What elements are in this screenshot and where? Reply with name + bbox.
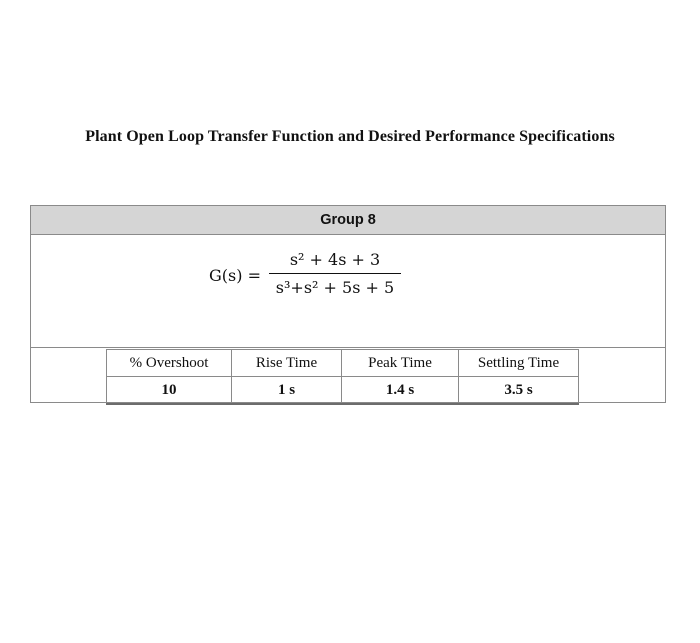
transfer-function-denominator: s³+s² + 5s + 5 — [275, 278, 395, 297]
specs-header-row — [107, 350, 579, 377]
group-header: Group 8 — [31, 206, 665, 235]
transfer-function-numerator: s² + 4s + 3 — [289, 250, 381, 269]
document-title: Plant Open Loop Transfer Function and Desired Performance Specifications — [85, 128, 615, 145]
transfer-function-cell — [31, 235, 665, 348]
performance-specs-table — [106, 349, 579, 405]
value-overshoot: 10 — [107, 377, 232, 405]
header-peak-time: Peak Time — [342, 350, 459, 377]
specs-value-row — [107, 377, 579, 405]
specification-table — [30, 205, 666, 403]
value-settling-time: 3.5 s — [459, 377, 579, 405]
header-rise-time: Rise Time — [232, 350, 342, 377]
header-overshoot: % Overshoot — [107, 350, 232, 377]
transfer-function-lhs: G(s) = — [209, 266, 261, 285]
transfer-function-fraction — [269, 248, 401, 299]
value-rise-time: 1 s — [232, 377, 342, 405]
header-settling-time: Settling Time — [459, 350, 579, 377]
fraction-bar — [269, 273, 401, 274]
value-peak-time: 1.4 s — [342, 377, 459, 405]
